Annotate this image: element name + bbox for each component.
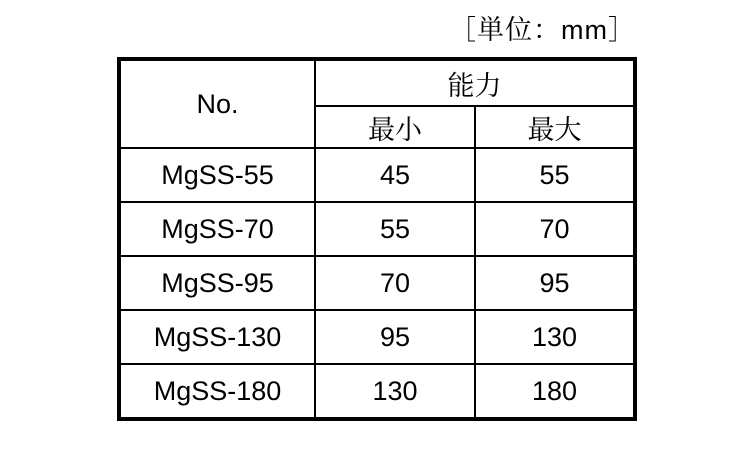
table-header-row-1 [119,59,635,106]
cell-min: 45 [315,148,475,202]
column-header-min: 最小 [315,106,475,148]
cell-model: MgSS-70 [119,202,315,256]
table-row [119,364,635,419]
cell-model: MgSS-95 [119,256,315,310]
cell-max: 180 [475,364,635,419]
spec-table-container [117,57,633,421]
cell-min: 70 [315,256,475,310]
column-header-max: 最大 [475,106,635,148]
cell-min: 95 [315,310,475,364]
table-header [119,59,635,148]
cell-max: 95 [475,256,635,310]
spec-table [117,57,637,421]
table-row [119,202,635,256]
cell-model: MgSS-55 [119,148,315,202]
cell-max: 70 [475,202,635,256]
cell-model: MgSS-180 [119,364,315,419]
table-body [119,148,635,419]
table-row [119,148,635,202]
column-header-capability: 能力 [315,59,635,106]
cell-max: 130 [475,310,635,364]
cell-min: 130 [315,364,475,419]
table-row [119,310,635,364]
column-header-no: No. [119,59,315,148]
unit-note: ［単位：mm］ [449,15,636,45]
cell-model: MgSS-130 [119,310,315,364]
table-row [119,256,635,310]
cell-min: 55 [315,202,475,256]
cell-max: 55 [475,148,635,202]
